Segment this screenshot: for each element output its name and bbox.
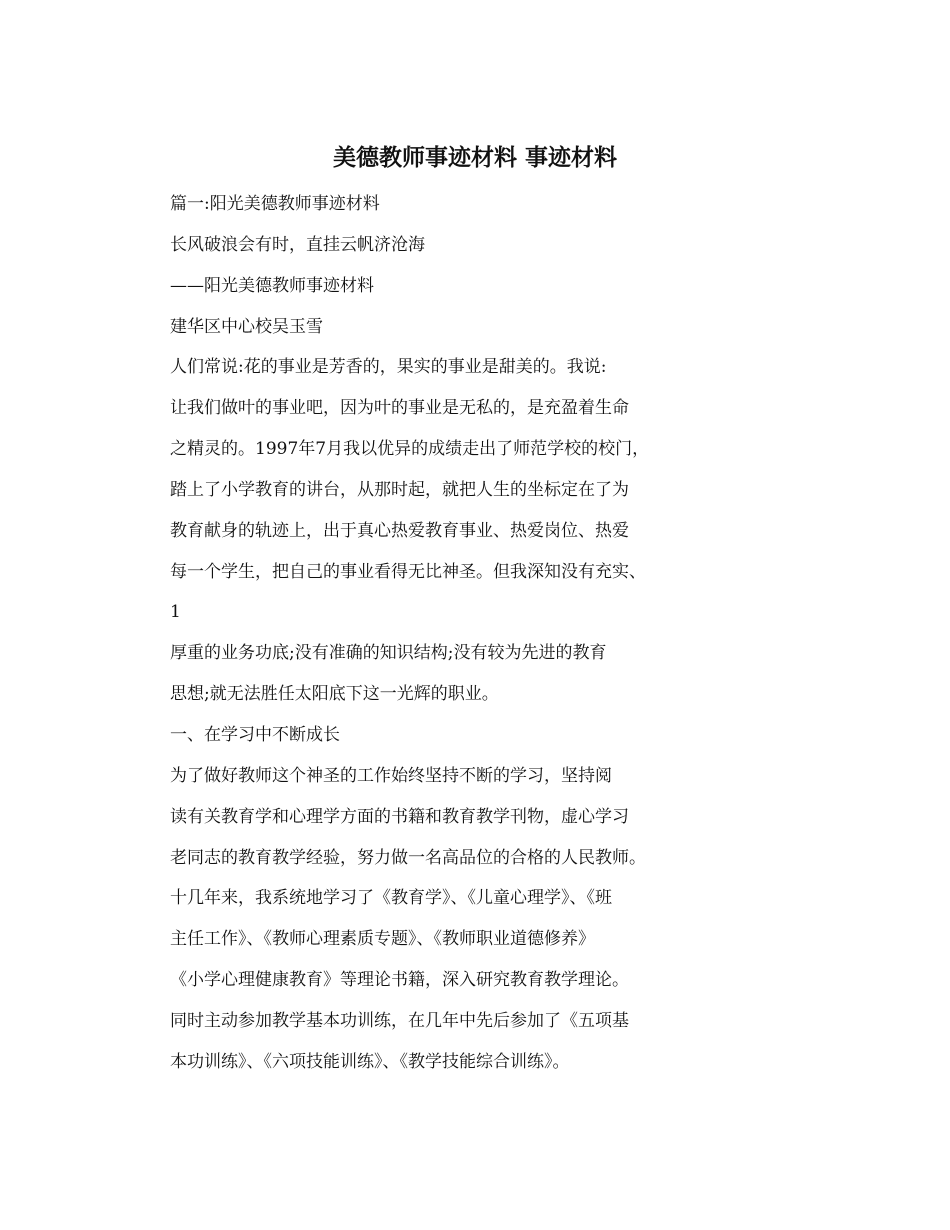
text-line: 读有关教育学和心理学方面的书籍和教育教学刊物，虚心学习 xyxy=(170,806,629,827)
text-line: 篇一:阳光美德教师事迹材料 xyxy=(170,194,380,214)
document-title: 美德教师事迹材料 事迹材料 xyxy=(332,144,617,171)
text-line: 十几年来，我系统地学习了《教育学》、《儿童心理学》、《班 xyxy=(170,888,612,909)
text-line: ——阳光美德教师事迹材料 xyxy=(170,275,374,296)
text-line: 同时主动参加教学基本功训练，在几年中先后参加了《五项基 xyxy=(170,1010,629,1031)
text-line: 思想;就无法胜任太阳底下这一光辉的职业。 xyxy=(170,684,499,705)
text-line: 为了做好教师这个神圣的工作始终坚持不断的学习，坚持阅 xyxy=(170,765,612,786)
text-line: 之精灵的。1997年7月我以优异的成绩走出了师范学校的校门， xyxy=(170,439,650,460)
text-line: 主任工作》、《教师心理素质专题》、《教师职业道德修养》 xyxy=(170,929,595,950)
section-heading: 一、在学习中不断成长 xyxy=(170,724,340,745)
text-line: 本功训练》、《六项技能训练》、《教学技能综合训练》。 xyxy=(170,1051,570,1072)
text-line: 《小学心理健康教育》等理论书籍，深入研究教育教学理论。 xyxy=(170,970,629,991)
text-line: 建华区中心校吴玉雪 xyxy=(170,316,323,337)
text-line: 老同志的教育教学经验，努力做一名高品位的合格的人民教师。 xyxy=(170,847,646,868)
text-line: 踏上了小学教育的讲台，从那时起，就把人生的坐标定在了为 xyxy=(170,479,629,500)
text-line: 教育献身的轨迹上，出于真心热爱教育事业、热爱岗位、热爱 xyxy=(170,520,629,541)
text-line: 人们常说:花的事业是芳香的，果实的事业是甜美的。我说: xyxy=(170,357,607,378)
page-number: 1 xyxy=(170,602,181,623)
text-line: 长风破浪会有时，直挂云帆济沧海 xyxy=(170,234,425,255)
text-line: 厚重的业务功底;没有准确的知识结构;没有较为先进的教育 xyxy=(170,643,607,664)
text-line: 每一个学生，把自己的事业看得无比神圣。但我深知没有充实、 xyxy=(170,561,646,582)
text-line: 让我们做叶的事业吧，因为叶的事业是无私的，是充盈着生命 xyxy=(170,398,629,419)
document-body xyxy=(170,184,730,1083)
